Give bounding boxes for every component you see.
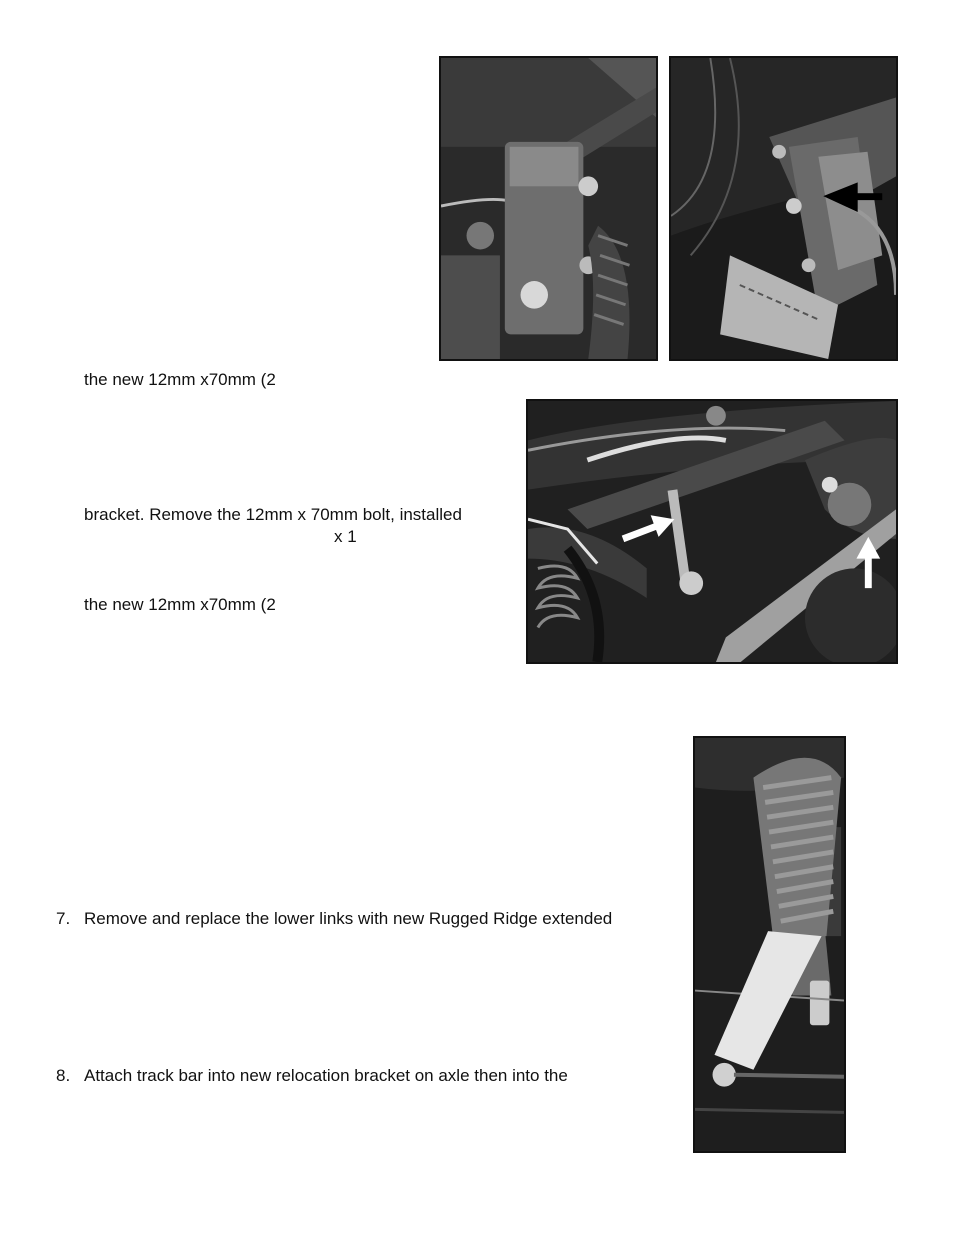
photo-lower-links-arrows — [526, 399, 898, 664]
step-8-number: 8. — [56, 1066, 71, 1085]
step-7-text: Remove and replace the lower links with new Rugged Ridge extended — [84, 909, 613, 928]
instruction-line-2: bracket. Remove the 12mm x 70mm bolt, installed — [84, 505, 462, 524]
step-7-number: 7. — [56, 909, 71, 928]
instruction-line-1: the new 12mm x70mm (2 — [84, 370, 276, 389]
instruction-line-4: the new 12mm x70mm (2 — [84, 595, 276, 614]
photo-bracket-closeup — [439, 56, 658, 361]
photo-frame-bracket-arrow — [669, 56, 898, 361]
instruction-line-3: x 1 — [334, 527, 357, 546]
photo-shock-absorber — [693, 736, 846, 1153]
step-8-text: Attach track bar into new relocation bracket on axle then into the — [84, 1066, 568, 1085]
